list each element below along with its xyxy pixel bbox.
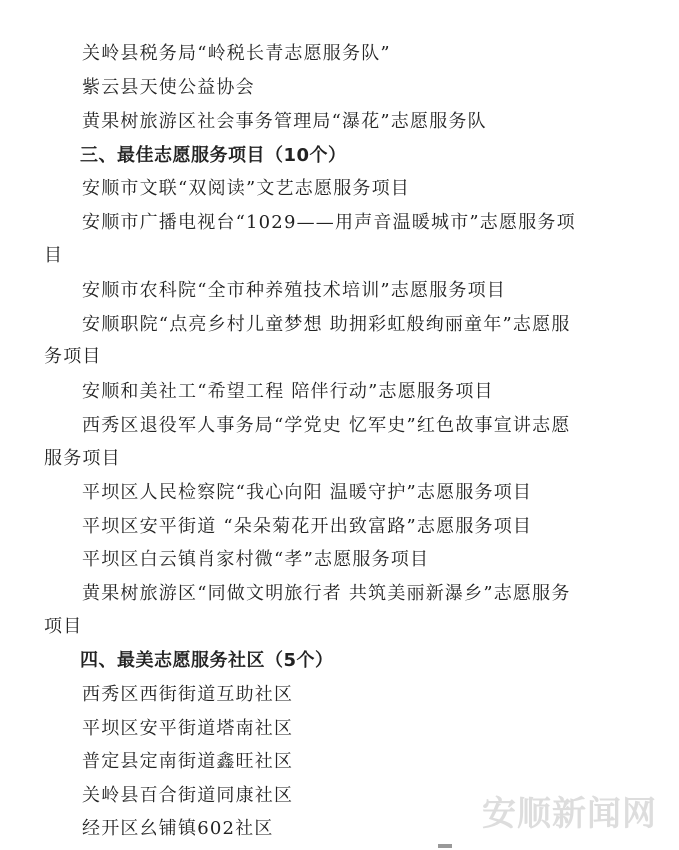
list-item: 经开区幺铺镇602社区 xyxy=(82,818,274,839)
list-item: 普定县定南街道鑫旺社区 xyxy=(82,751,294,772)
list-item: 平坝区白云镇肖家村微“孝”志愿服务项目 xyxy=(82,549,430,570)
list-item: 安顺职院“点亮乡村儿童梦想 助拥彩虹般绚丽童年”志愿服 xyxy=(82,314,571,335)
list-item-continuation: 服务项目 xyxy=(44,448,121,469)
list-item-continuation: 务项目 xyxy=(44,346,102,367)
list-item: 平坝区安平街道塔南社区 xyxy=(82,718,294,739)
list-item: 关岭县百合街道同康社区 xyxy=(82,785,294,806)
list-item: 黄果树旅游区社会事务管理局“瀑花”志愿服务队 xyxy=(82,111,487,132)
list-item: 西秀区退役军人事务局“学党史 忆军史”红色故事宣讲志愿 xyxy=(82,415,571,436)
list-item: 安顺市农科院“全市种养殖技术培训”志愿服务项目 xyxy=(82,280,507,301)
list-item: 安顺和美社工“希望工程 陪伴行动”志愿服务项目 xyxy=(82,381,494,402)
list-item: 紫云县天使公益协会 xyxy=(82,77,255,98)
page-edge-mark xyxy=(438,844,452,848)
list-item-continuation: 项目 xyxy=(44,616,83,637)
list-item: 关岭县税务局“岭税长青志愿服务队” xyxy=(82,43,391,64)
section-heading: 三、最佳志愿服务项目（10个） xyxy=(80,145,347,166)
list-item: 安顺市文联“双阅读”文艺志愿服务项目 xyxy=(82,178,411,199)
list-item: 平坝区安平街道 “朵朵菊花开出致富路”志愿服务项目 xyxy=(82,516,533,537)
list-item: 安顺市广播电视台“1029——用声音温暖城市”志愿服务项 xyxy=(82,212,576,233)
list-item: 平坝区人民检察院“我心向阳 温暖守护”志愿服务项目 xyxy=(82,482,533,503)
section-heading: 四、最美志愿服务社区（5个） xyxy=(80,650,334,671)
list-item: 西秀区西街街道互助社区 xyxy=(82,684,294,705)
site-watermark: 安顺新闻网 xyxy=(482,794,657,834)
list-item-continuation: 目 xyxy=(44,245,64,266)
list-item: 黄果树旅游区“同做文明旅行者 共筑美丽新瀑乡”志愿服务 xyxy=(82,583,571,604)
